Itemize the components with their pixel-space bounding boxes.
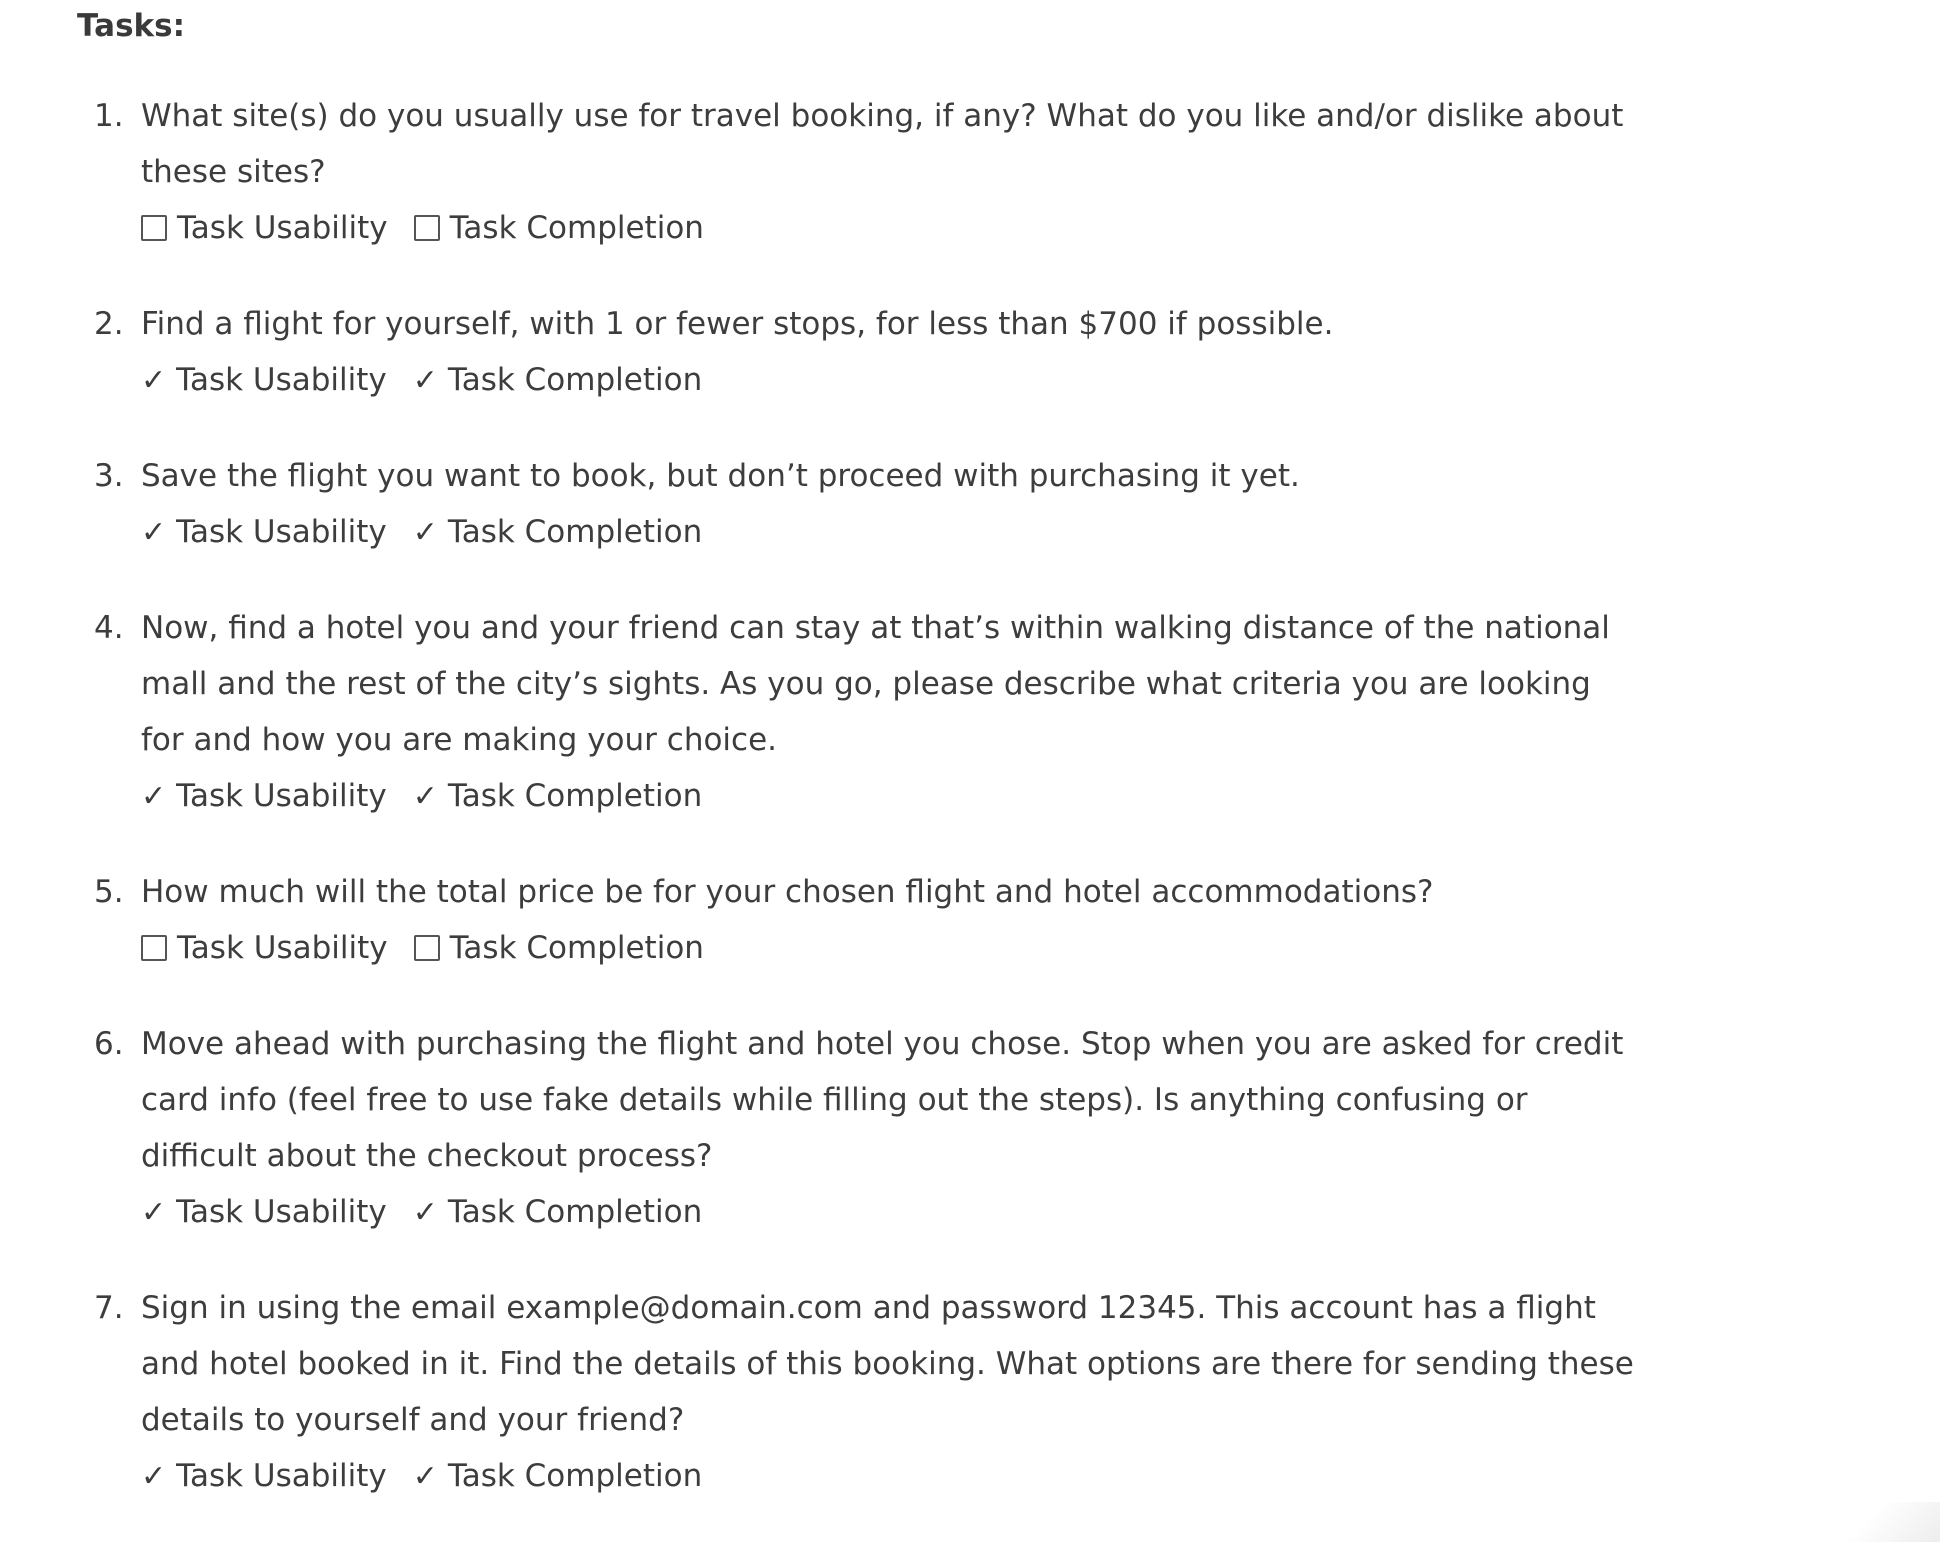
task-completion-label: Task Completion: [447, 514, 703, 550]
checkmark-icon: ✓: [141, 1194, 167, 1230]
task-usability-label: Task Usability: [177, 210, 388, 246]
task-checks: [141, 768, 1720, 824]
task-completion-label: Task Completion: [449, 930, 704, 966]
checkbox-icon[interactable]: [414, 215, 440, 241]
task-checks: [141, 504, 1720, 560]
task-completion-label: Task Completion: [447, 1458, 703, 1494]
task-item: [0, 600, 1720, 824]
task-list: [0, 88, 1720, 1544]
checkmark-icon: ✓: [412, 778, 438, 814]
task-completion-check[interactable]: [414, 930, 704, 966]
checkmark-icon: ✓: [141, 778, 167, 814]
task-usability-check: [141, 1458, 387, 1494]
task-number: 3.: [94, 458, 124, 494]
task-text: Move ahead with purchasing the flight and hotel you chose. Stop when you are asked for credit card info (feel free to use fake details while filling out the steps). Is anything confusing or difficult about the checkout process?: [141, 1026, 1624, 1174]
task-completion-check: [413, 1458, 702, 1494]
checkmark-icon: ✓: [412, 514, 438, 550]
task-text: Save the flight you want to book, but don’t proceed with purchasing it yet.: [141, 458, 1300, 494]
task-checks: [141, 920, 1720, 976]
task-text: Find a flight for yourself, with 1 or fewer stops, for less than $700 if possible.: [141, 306, 1334, 342]
task-usability-check[interactable]: [141, 210, 388, 246]
checkmark-icon: ✓: [141, 362, 167, 398]
task-usability-label: Task Usability: [176, 362, 387, 398]
task-completion-label: Task Completion: [447, 362, 703, 398]
checkmark-icon: ✓: [412, 1458, 438, 1494]
task-item: [0, 296, 1720, 408]
checkmark-icon: ✓: [141, 514, 167, 550]
task-item: [0, 1280, 1720, 1504]
task-checks: [141, 1448, 1720, 1504]
task-completion-check: [413, 514, 702, 550]
task-checks: [141, 1184, 1720, 1240]
page-heading: Tasks:: [77, 8, 185, 44]
checkmark-icon: ✓: [412, 362, 438, 398]
task-number: 7.: [94, 1290, 124, 1326]
task-usability-label: Task Usability: [177, 930, 388, 966]
task-completion-label: Task Completion: [449, 210, 704, 246]
checkbox-icon[interactable]: [141, 935, 167, 961]
task-text: Now, find a hotel you and your friend can stay at that’s within walking distance of the national mall and the rest of the city’s sights. As you go, please describe what criteria you are looking for and how you are making your choice.: [141, 610, 1610, 758]
task-usability-label: Task Usability: [176, 778, 387, 814]
task-text: Sign in using the email example@domain.com and password 12345. This account has a flight and hotel booked in it. Find the details of this booking. What options are there for sending these details to yourself and your friend?: [141, 1290, 1634, 1438]
task-item: [0, 448, 1720, 560]
task-number: 4.: [94, 610, 124, 646]
task-text: How much will the total price be for your chosen flight and hotel accommodations?: [141, 874, 1434, 910]
task-completion-label: Task Completion: [447, 1194, 703, 1230]
task-usability-label: Task Usability: [176, 514, 387, 550]
task-number: 5.: [94, 874, 124, 910]
task-item: [0, 864, 1720, 976]
checkbox-icon[interactable]: [141, 215, 167, 241]
task-item: [0, 1016, 1720, 1240]
checkbox-icon[interactable]: [414, 935, 440, 961]
task-text: What site(s) do you usually use for travel booking, if any? What do you like and/or dislike about these sites?: [141, 98, 1624, 190]
task-usability-label: Task Usability: [176, 1458, 387, 1494]
checkmark-icon: ✓: [412, 1194, 438, 1230]
task-usability-check: [141, 778, 387, 814]
task-checks: [141, 352, 1720, 408]
task-usability-label: Task Usability: [176, 1194, 387, 1230]
task-completion-check: [413, 1194, 702, 1230]
task-completion-check: [413, 778, 702, 814]
checkmark-icon: ✓: [141, 1458, 167, 1494]
task-usability-check: [141, 514, 387, 550]
task-usability-check[interactable]: [141, 930, 388, 966]
task-item: [0, 88, 1720, 256]
task-completion-check: [413, 362, 702, 398]
task-number: 6.: [94, 1026, 124, 1062]
task-completion-label: Task Completion: [447, 778, 703, 814]
task-number: 1.: [94, 98, 124, 134]
task-completion-check[interactable]: [414, 210, 704, 246]
task-number: 2.: [94, 306, 124, 342]
task-usability-check: [141, 1194, 387, 1230]
corner-shade: [1820, 1502, 1940, 1542]
task-usability-check: [141, 362, 387, 398]
task-checks: [141, 200, 1720, 256]
